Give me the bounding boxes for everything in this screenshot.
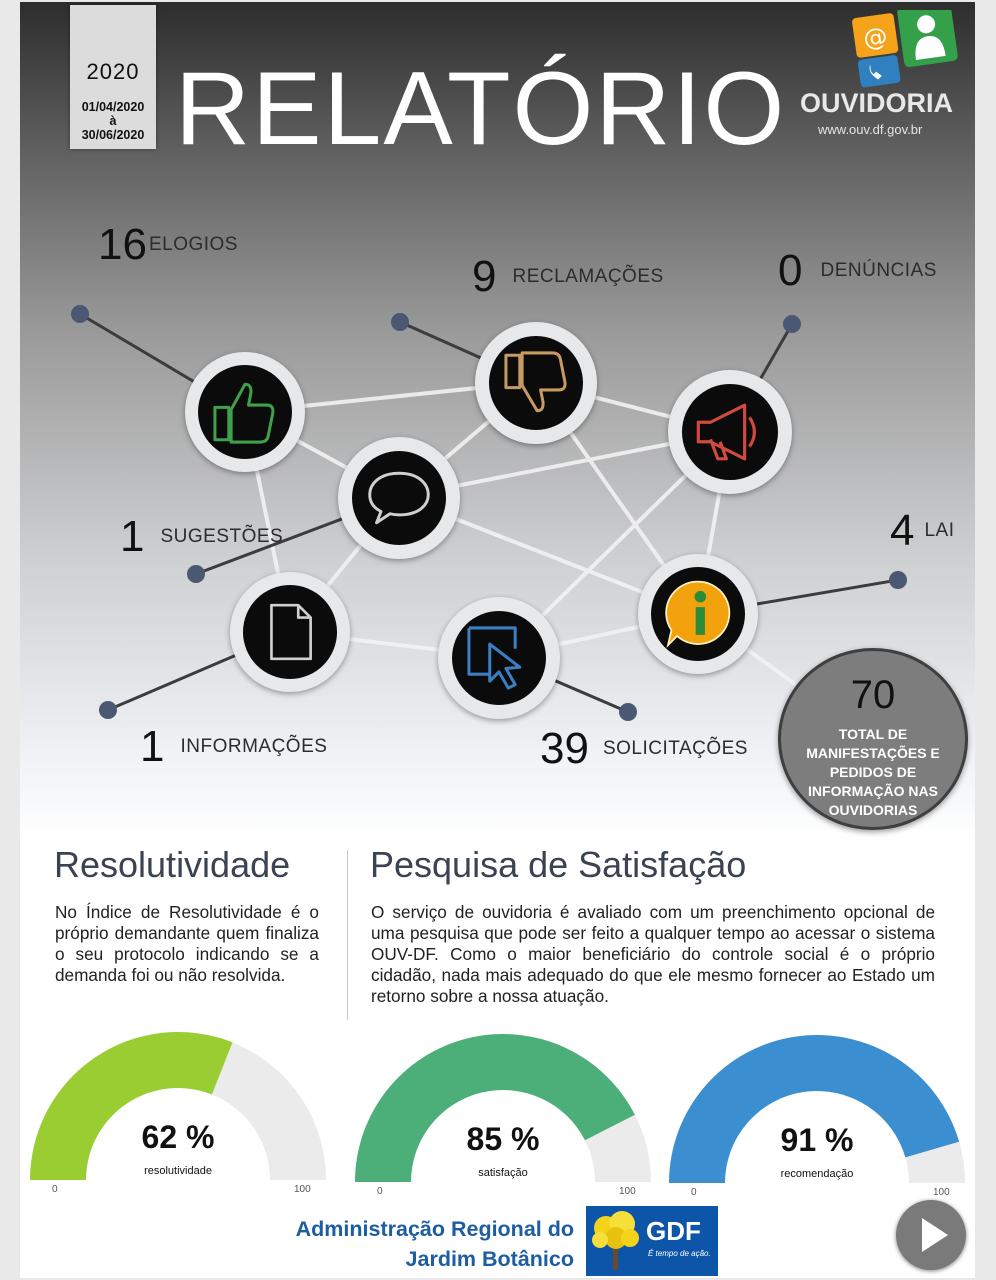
informacoes-count: 1 (140, 722, 165, 771)
pesquisa-title: Pesquisa de Satisfação (370, 844, 747, 885)
denuncias-count: 0 (778, 246, 803, 295)
sugestoes-label: SUGESTÕES (160, 526, 284, 547)
total-label: TOTAL DE MANIFESTAÇÕES E PEDIDOS DE INFORMAÇÃO NAS OUVIDORIAS (806, 726, 940, 818)
gauge-min: 0 (52, 1184, 58, 1195)
denuncias-node (668, 370, 792, 494)
resolutividade-title: Resolutividade (54, 844, 291, 885)
gdf-logo (586, 1206, 718, 1276)
cursor-click-icon (462, 621, 536, 695)
sugestoes-node (338, 437, 460, 559)
info-icon (661, 577, 735, 651)
elogios-count: 16 (98, 220, 147, 269)
pointer-dot (187, 565, 205, 583)
elogios-label: ELOGIOS (148, 234, 238, 255)
speech-bubble-icon (363, 462, 435, 534)
stat-elogios (98, 220, 238, 270)
gdf-text: GDF (646, 1216, 701, 1246)
sugestoes-count: 1 (120, 512, 145, 561)
period-start: 01/04/2020 (81, 100, 145, 114)
gauge-value: 91 % (780, 1122, 854, 1158)
total-count: 70 (850, 673, 896, 717)
gauge-label: resolutividade (144, 1165, 212, 1177)
period-separator: à (109, 114, 117, 128)
lai-count: 4 (890, 506, 915, 555)
page-title: RELATÓRIO (175, 51, 787, 167)
solicitacoes-count: 39 (540, 724, 589, 773)
stat-solicitacoes (540, 724, 748, 774)
reclamacoes-count: 9 (472, 252, 497, 301)
report-year: 2020 (86, 59, 140, 84)
solicitacoes-label: SOLICITAÇÕES (602, 738, 748, 759)
gauge-value: 85 % (466, 1121, 540, 1157)
total-badge (778, 648, 968, 830)
elogios-node (185, 352, 305, 472)
document-icon (257, 599, 323, 665)
thumbs-up-icon (208, 375, 282, 449)
gauge-satisfacao (353, 1034, 653, 1219)
pointer-dot (99, 701, 117, 719)
informacoes-label: INFORMAÇÕES (180, 736, 328, 757)
pointer-dot (783, 315, 801, 333)
stat-sugestoes (120, 512, 283, 562)
gauge-max: 100 (933, 1187, 950, 1198)
pointer-dot (619, 703, 637, 721)
report-page (20, 2, 975, 1278)
ouvidoria-logo (798, 10, 966, 138)
thumbs-down-icon (499, 346, 573, 420)
denuncias-label: DENÚNCIAS (820, 260, 937, 281)
ipe-tree-icon (586, 1206, 646, 1276)
pointer-dot (71, 305, 89, 323)
footer-line-1: Administração Regional do (295, 1217, 574, 1241)
solicitacoes-node (438, 597, 560, 719)
pesquisa-body: O serviço de ouvidoria é avaliado com um preenchimento opcional de uma pesquisa que pode ser feito a qualquer tempo ao acessar o sistema OUV-DF. Como o maior beneficiário do controle social é o próprio cidadão, nada mais adequado do que ele mesmo fornecer ao Estado um retorno sobre a nossa atuação. (371, 902, 935, 1006)
play-button[interactable] (896, 1200, 966, 1270)
gauge-label: satisfação (478, 1167, 528, 1179)
footer-organization (242, 1214, 574, 1274)
footer-line-2: Jardim Botânico (405, 1247, 574, 1271)
svg-text:@: @ (861, 21, 890, 53)
stat-lai (890, 506, 955, 556)
gauge-label: recomendação (780, 1168, 854, 1180)
date-box (70, 5, 156, 149)
stat-reclamacoes (472, 252, 664, 302)
play-icon (896, 1200, 966, 1270)
lai-node (638, 554, 758, 674)
ouvidoria-logo-icon (798, 10, 966, 90)
reclamacoes-node (475, 322, 597, 444)
report-period (70, 100, 156, 142)
lai-label: LAI (924, 520, 955, 541)
stat-denuncias (778, 246, 937, 296)
gauge-min: 0 (691, 1187, 697, 1198)
section-divider (347, 850, 348, 1020)
resolutividade-body: No Índice de Resolutividade é o próprio demandante quem finaliza o seu protocolo indicando se a demanda foi ou não resolvida. (55, 902, 319, 985)
megaphone-icon (691, 393, 769, 471)
stat-informacoes (140, 722, 327, 772)
gdf-slogan: É tempo de ação. (648, 1249, 711, 1258)
gauge-fill (30, 1032, 232, 1180)
logo-url: www.ouv.df.gov.br (818, 122, 923, 137)
period-end: 30/06/2020 (81, 128, 145, 142)
informacoes-node (230, 572, 350, 692)
gauge-max: 100 (294, 1184, 311, 1195)
gauge-min: 0 (377, 1186, 383, 1197)
gauge-value: 62 % (141, 1119, 215, 1155)
gauge-recomendacao (667, 1035, 967, 1220)
reclamacoes-label: RECLAMAÇÕES (512, 266, 664, 287)
pointer-dot (889, 571, 907, 589)
gauge-max: 100 (619, 1186, 636, 1197)
pointer-dot (391, 313, 409, 331)
logo-name: OUVIDORIA (800, 88, 954, 118)
gauge-resolutividade (28, 1032, 328, 1217)
